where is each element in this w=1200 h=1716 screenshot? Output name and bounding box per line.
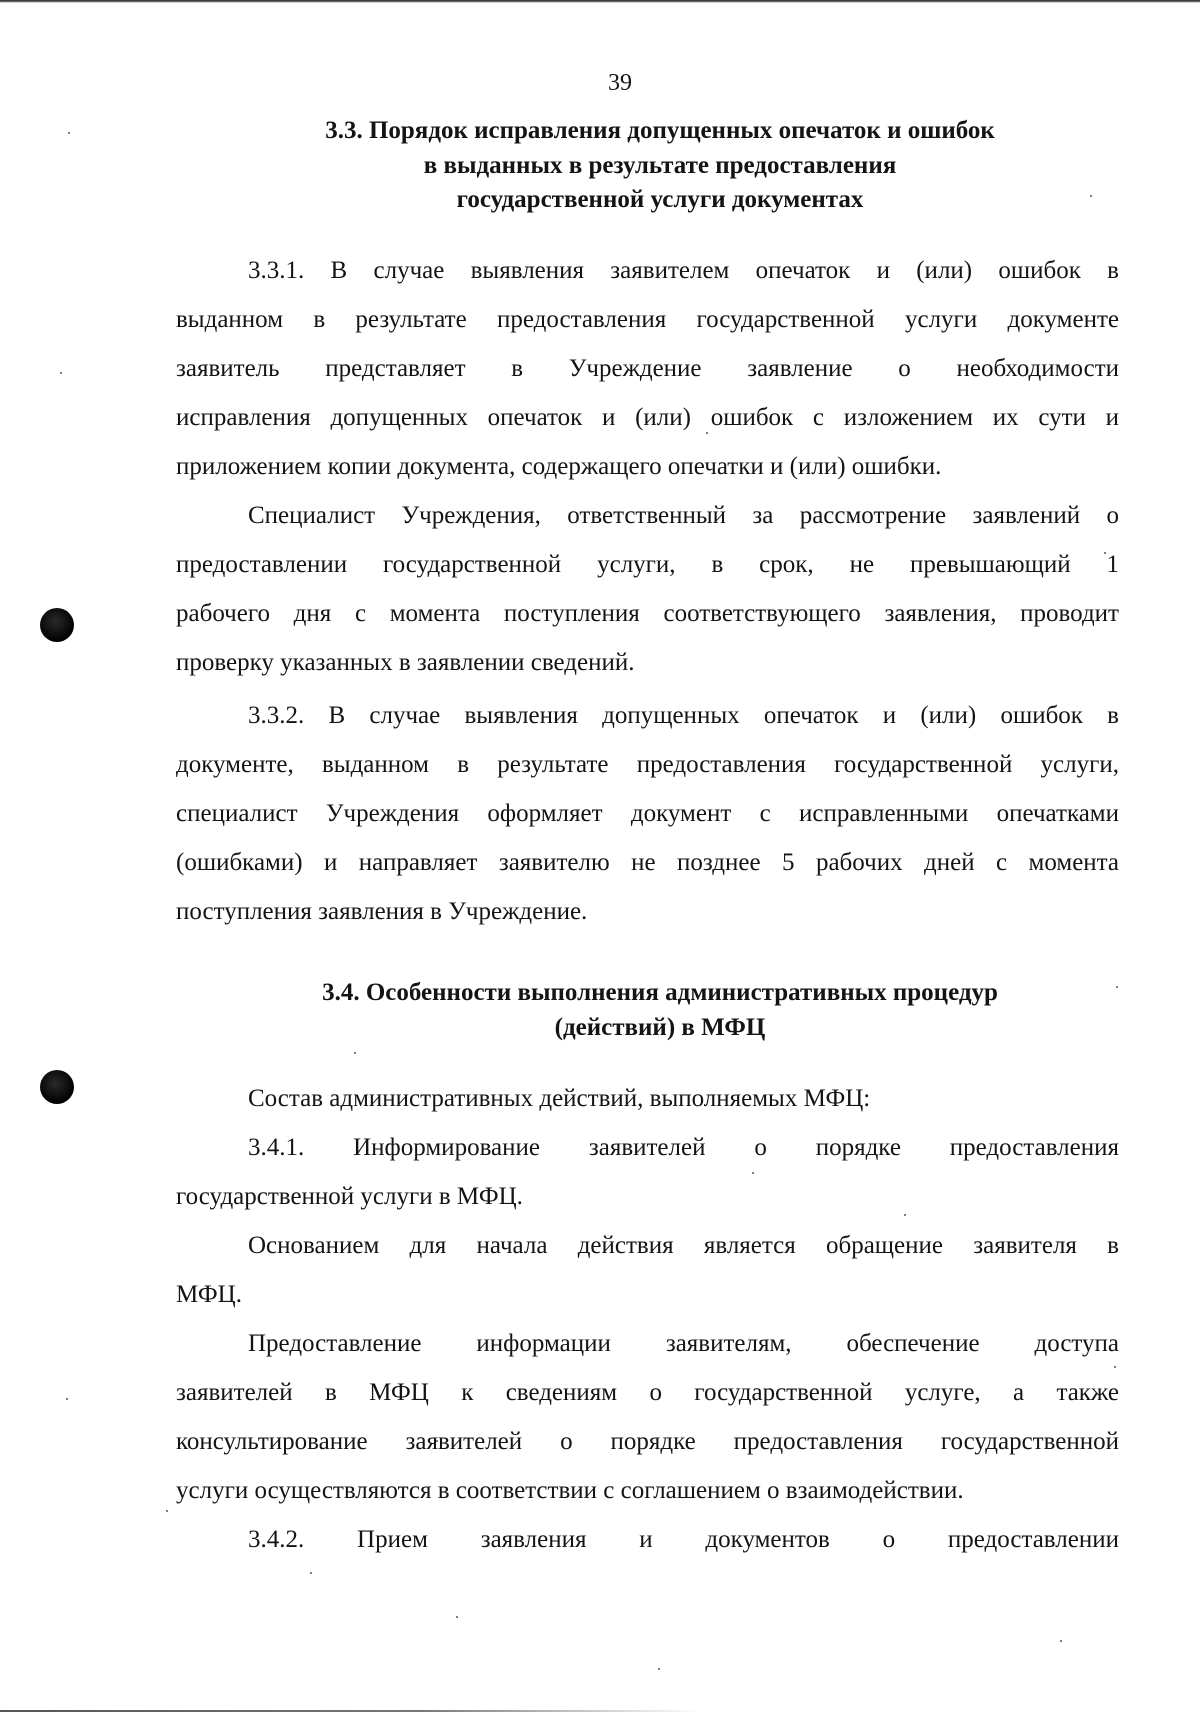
page-number: 39 — [608, 70, 632, 96]
section-heading-3-3 — [250, 114, 1070, 218]
text-line: Основанием для начала действия является обращение заявителя в — [248, 1232, 1119, 1259]
text-line: услуги осуществляются в соответствии с соглашением о взаимодействии. — [176, 1477, 964, 1504]
text-line: предоставлении государственной услуги, в срок, не превышающий 1 — [176, 551, 1119, 578]
text-line: заявителей в МФЦ к сведениям о государственной услуге, а также — [176, 1379, 1119, 1406]
text-line: (ошибками) и направляет заявителю не позднее 5 рабочих дней с момента — [176, 849, 1119, 876]
text-line: приложением копии документа, содержащего опечатки и (или) ошибки. — [176, 453, 942, 480]
text-line: МФЦ. — [176, 1281, 242, 1308]
text-line: Состав административных действий, выполняемых МФЦ: — [248, 1085, 871, 1112]
text-line: исправления допущенных опечаток и (или) ошибок с изложением их сути и — [176, 404, 1119, 431]
text-line: 3.4.2. Прием заявления и документов о предоставлении — [248, 1526, 1119, 1553]
heading-line: 3.4. Особенности выполнения административных процедур — [322, 979, 998, 1006]
heading-line: в выданных в результате предоставления — [423, 151, 897, 179]
scan-bottom-edge — [0, 1710, 700, 1712]
text-line: Предоставление информации заявителям, обеспечение доступа — [248, 1330, 1119, 1357]
text-line: консультирование заявителей о порядке предоставления государственной — [176, 1428, 1119, 1455]
text-line: поступления заявления в Учреждение. — [176, 898, 588, 925]
heading-line: (действий) в МФЦ — [554, 1013, 766, 1041]
text-line: 3.3.1. В случае выявления заявителем опечаток и (или) ошибок в — [248, 257, 1119, 284]
text-line: рабочего дня с момента поступления соответствующего заявления, проводит — [176, 600, 1119, 627]
heading-line: государственной услуги документах — [456, 186, 864, 213]
punch-hole-upper — [40, 608, 74, 642]
text-line: государственной услуги в МФЦ. — [176, 1183, 523, 1210]
text-line: выданном в результате предоставления государственной услуги документе — [176, 306, 1119, 333]
text-line: проверку указанных в заявлении сведений. — [176, 649, 635, 676]
section-heading-3-4 — [250, 976, 1070, 1045]
punch-hole-lower — [40, 1070, 74, 1104]
text-line: документе, выданном в результате предоставления государственной услуги, — [176, 751, 1119, 778]
text-line: Специалист Учреждения, ответственный за рассмотрение заявлений о — [248, 502, 1119, 529]
scan-top-edge — [0, 0, 1200, 3]
text-line: специалист Учреждения оформляет документ с исправленными опечатками — [176, 800, 1119, 827]
text-line: 3.4.1. Информирование заявителей о порядке предоставления — [248, 1134, 1119, 1161]
heading-line: 3.3. Порядок исправления допущенных опечаток и ошибок — [325, 117, 995, 144]
text-line: заявитель представляет в Учреждение заявление о необходимости — [176, 355, 1119, 382]
text-line: 3.3.2. В случае выявления допущенных опечаток и (или) ошибок в — [248, 702, 1119, 729]
